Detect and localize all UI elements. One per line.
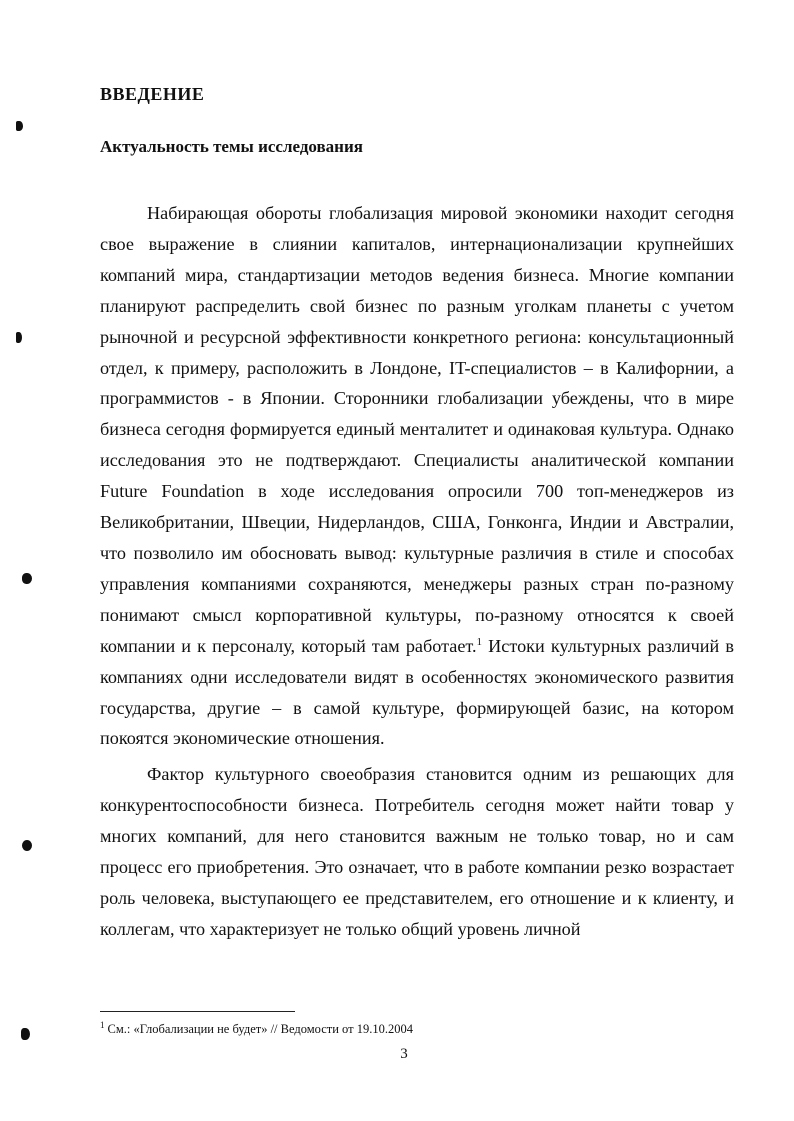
body-text (100, 198, 734, 945)
binding-hole-mark (21, 1028, 30, 1040)
binding-hole-mark (22, 573, 32, 584)
binding-hole-mark (16, 121, 23, 131)
page-title: ВВЕДЕНИЕ (100, 84, 205, 104)
paragraph-2: Фактор культурного своеобразия становится одним из решающих для конкурентоспособности бизнеса. Потребитель сегодня может найти товар у многих компаний, для него становится важным не только товар, но и сам процесс его приобретения. Это означает, что в работе компании резко возрастает роль человека, выступающего ее представителем, его отношение и к клиенту, и коллегам, что характеризует не только общий уровень личной (100, 764, 734, 939)
footnote (100, 1020, 413, 1037)
paragraph-1-part-a: Набирающая обороты глобализация мировой экономики находит сегодня свое выражение в слиянии капиталов, интернационализации крупнейших компаний мира, стандартизации методов ведения бизнеса. Многие компании планируют распределить свой бизнес по разным уголкам планеты с учетом рыночной и ресурсной эффективности конкретного региона: консультационный отдел, к примеру, расположить в Лондоне, IT-специалистов – в Калифорнии, а программистов - в Японии. Сторонники глобализации убеждены, что в мире бизнеса сегодня формируется единый менталитет и одинаковая культура. Однако исследования это не подтверждают. Специалисты аналитической компании Future Foundation в ходе исследования опросили 700 топ-менеджеров из Великобритании, Швеции, Нидерландов, США, Гонконга, Индии и Австралии, что позволило им обосновать вывод: культурные различия в стиле и способах управления компаниями сохраняются, менеджеры разных стран по-разному понимают смысл корпоративной культуры, по-разному относятся к своей компании и к персоналу, который там работает. (100, 203, 734, 656)
paragraph-1 (100, 198, 734, 754)
binding-hole-mark (22, 840, 32, 851)
footnote-text: См.: «Глобализации не будет» // Ведомости от 19.10.2004 (107, 1022, 413, 1037)
footnote-divider (100, 1011, 295, 1012)
binding-hole-mark (16, 332, 22, 343)
footnote-number: 1 (100, 1020, 105, 1030)
page-number: 3 (400, 1046, 408, 1062)
paragraph-1-part-b: Истоки культурных различий в компаниях одни исследователи видят в особенностях экономического развития государства, другие – в самой культуре, формирующей базис, на котором покоятся экономические отношения. (100, 635, 734, 749)
footnote-reference[interactable]: 1 (476, 635, 483, 648)
section-title: Актуальность темы исследования (100, 137, 363, 156)
